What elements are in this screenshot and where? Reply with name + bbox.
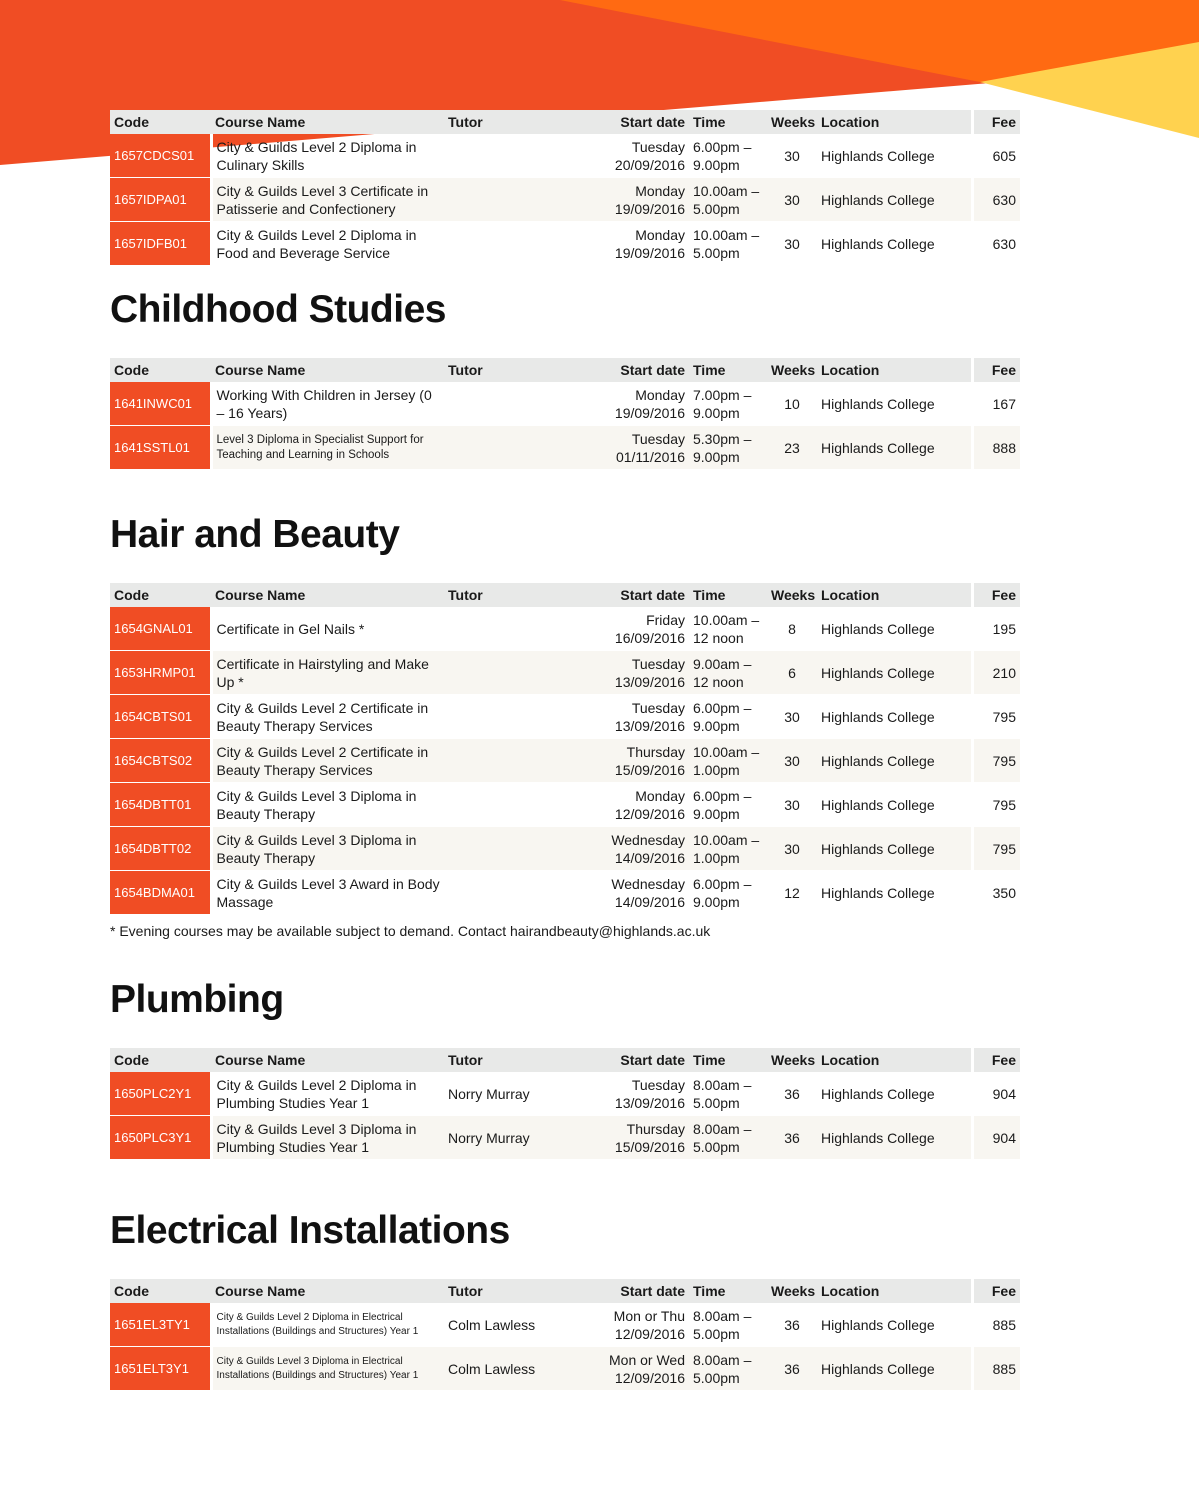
- course-code: 1654GNAL01: [110, 607, 211, 651]
- header-code: Code: [110, 1048, 211, 1072]
- start-date: 19/09/2016: [614, 200, 685, 217]
- course-code: 1641INWC01: [110, 382, 211, 426]
- start-date: 15/09/2016: [614, 1138, 685, 1155]
- time-end: 5.00pm: [693, 244, 740, 261]
- course-table: [110, 1048, 1020, 1160]
- course-code: 1654DBTT02: [110, 827, 211, 871]
- start-date-cell: [597, 739, 689, 783]
- section-electrical-installations: [110, 1208, 1020, 1391]
- course-fee: 630: [972, 178, 1020, 222]
- table-row: [110, 827, 1020, 871]
- table-header-row: [110, 1048, 1020, 1072]
- course-name: City & Guilds Level 2 Certificate in Beauty Therapy Services: [211, 695, 444, 739]
- header-code: Code: [110, 1279, 211, 1303]
- course-name: Certificate in Hairstyling and Make Up *: [211, 651, 444, 695]
- start-day: Tuesday: [631, 1076, 685, 1093]
- course-code: 1650PLC3Y1: [110, 1116, 211, 1160]
- section-title: Electrical Installations: [110, 1209, 510, 1252]
- start-day: Monday: [635, 787, 685, 804]
- start-date: 13/09/2016: [614, 673, 685, 690]
- course-fee: 795: [972, 827, 1020, 871]
- start-date: 12/09/2016: [614, 805, 685, 822]
- course-table: [110, 583, 1020, 915]
- time-cell: [689, 651, 767, 695]
- course-code: 1657IDFB01: [110, 222, 211, 266]
- course-name: Level 3 Diploma in Specialist Support for Teaching and Learning in Schools: [211, 426, 444, 470]
- course-weeks: 30: [767, 695, 817, 739]
- header-course-name: Course Name: [211, 1048, 444, 1072]
- table-row: [110, 739, 1020, 783]
- time-start: 8.00am –: [693, 1076, 752, 1093]
- time-end: 5.00pm: [693, 200, 740, 217]
- time-cell: [689, 134, 767, 178]
- course-code: 1657CDCS01: [110, 134, 211, 178]
- course-tutor: [444, 651, 597, 695]
- course-tutor: [444, 827, 597, 871]
- course-name: City & Guilds Level 2 Diploma in Electrical Installations (Buildings and Structures) Year 1: [211, 1303, 444, 1347]
- course-tutor: [444, 739, 597, 783]
- course-code: 1654CBTS01: [110, 695, 211, 739]
- start-date-cell: [597, 178, 689, 222]
- time-cell: [689, 178, 767, 222]
- table-row: [110, 871, 1020, 915]
- table-row: [110, 651, 1020, 695]
- start-date-cell: [597, 607, 689, 651]
- course-table: [110, 110, 1020, 266]
- course-location: Highlands College: [817, 607, 972, 651]
- start-day: Tuesday: [631, 699, 685, 716]
- course-name: City & Guilds Level 2 Diploma in Food and Beverage Service: [211, 222, 444, 266]
- start-date: 12/09/2016: [614, 1325, 685, 1342]
- start-date: 15/09/2016: [614, 761, 685, 778]
- header-start-date: Start date: [597, 358, 689, 382]
- course-fee: 795: [972, 739, 1020, 783]
- course-weeks: 36: [767, 1116, 817, 1160]
- course-name: City & Guilds Level 3 Certificate in Patisserie and Confectionery: [211, 178, 444, 222]
- course-location: Highlands College: [817, 426, 972, 470]
- table-row: [110, 1303, 1020, 1347]
- table-row: [110, 1347, 1020, 1391]
- course-location: Highlands College: [817, 871, 972, 915]
- header-start-date: Start date: [597, 1279, 689, 1303]
- course-name: City & Guilds Level 2 Diploma in Plumbing Studies Year 1: [211, 1072, 444, 1116]
- header-fee: Fee: [972, 583, 1020, 607]
- header-time: Time: [689, 1279, 767, 1303]
- course-location: Highlands College: [817, 222, 972, 266]
- start-date: 13/09/2016: [614, 717, 685, 734]
- course-location: Highlands College: [817, 695, 972, 739]
- course-name: City & Guilds Level 3 Diploma in Beauty Therapy: [211, 783, 444, 827]
- course-location: Highlands College: [817, 382, 972, 426]
- course-fee: 195: [972, 607, 1020, 651]
- time-end: 1.00pm: [693, 761, 740, 778]
- header-weeks: Weeks: [767, 1048, 817, 1072]
- start-date-cell: [597, 1347, 689, 1391]
- table-row: [110, 426, 1020, 470]
- start-date: 14/09/2016: [614, 849, 685, 866]
- header-fee: Fee: [972, 358, 1020, 382]
- time-end: 9.00pm: [693, 805, 740, 822]
- time-start: 5.30pm –: [693, 430, 752, 447]
- table-row: [110, 222, 1020, 266]
- header-tutor: Tutor: [444, 1048, 597, 1072]
- table-header-row: [110, 1279, 1020, 1303]
- course-location: Highlands College: [817, 178, 972, 222]
- time-end: 9.00pm: [693, 404, 740, 421]
- time-start: 6.00pm –: [693, 787, 752, 804]
- course-code: 1651EL3TY1: [110, 1303, 211, 1347]
- course-weeks: 30: [767, 134, 817, 178]
- start-day: Wednesday: [611, 875, 685, 892]
- start-day: Mon or Wed: [609, 1351, 685, 1368]
- header-course-name: Course Name: [211, 110, 444, 134]
- table-row: [110, 607, 1020, 651]
- course-tutor: [444, 134, 597, 178]
- time-cell: [689, 783, 767, 827]
- table-row: [110, 178, 1020, 222]
- start-day: Monday: [635, 226, 685, 243]
- course-name: City & Guilds Level 2 Diploma in Culinary Skills: [211, 134, 444, 178]
- start-day: Wednesday: [611, 831, 685, 848]
- section-hair-and-beauty: [110, 512, 1020, 939]
- course-fee: 350: [972, 871, 1020, 915]
- header-time: Time: [689, 110, 767, 134]
- course-tutor: [444, 607, 597, 651]
- course-location: Highlands College: [817, 1347, 972, 1391]
- course-fee: 167: [972, 382, 1020, 426]
- time-start: 7.00pm –: [693, 386, 752, 403]
- time-cell: [689, 382, 767, 426]
- start-day: Thursday: [626, 1120, 685, 1137]
- course-fee: 888: [972, 426, 1020, 470]
- course-code: 1651ELT3Y1: [110, 1347, 211, 1391]
- course-tutor: [444, 222, 597, 266]
- table-row: [110, 783, 1020, 827]
- table-header-row: [110, 110, 1020, 134]
- start-day: Mon or Thu: [613, 1307, 685, 1324]
- start-date-cell: [597, 222, 689, 266]
- header-course-name: Course Name: [211, 1279, 444, 1303]
- course-name: Certificate in Gel Nails *: [211, 607, 444, 651]
- header-location: Location: [817, 358, 972, 382]
- time-end: 9.00pm: [693, 156, 740, 173]
- course-weeks: 36: [767, 1347, 817, 1391]
- start-date-cell: [597, 382, 689, 426]
- start-date: 14/09/2016: [614, 893, 685, 910]
- course-fee: 210: [972, 651, 1020, 695]
- start-day: Friday: [646, 611, 685, 628]
- start-date: 19/09/2016: [614, 244, 685, 261]
- header-fee: Fee: [972, 1048, 1020, 1072]
- course-weeks: 8: [767, 607, 817, 651]
- course-name: Working With Children in Jersey (0 – 16 Years): [211, 382, 444, 426]
- course-tutor: Colm Lawless: [444, 1347, 597, 1391]
- start-date-cell: [597, 651, 689, 695]
- course-location: Highlands College: [817, 1303, 972, 1347]
- start-date: 20/09/2016: [614, 156, 685, 173]
- time-start: 10.00am –: [693, 226, 760, 243]
- start-day: Tuesday: [631, 138, 685, 155]
- header-location: Location: [817, 583, 972, 607]
- header-tutor: Tutor: [444, 583, 597, 607]
- time-end: 5.00pm: [693, 1094, 740, 1111]
- time-start: 10.00am –: [693, 831, 760, 848]
- course-code: 1653HRMP01: [110, 651, 211, 695]
- table-header-row: [110, 583, 1020, 607]
- course-tutor: Norry Murray: [444, 1072, 597, 1116]
- course-code: 1654DBTT01: [110, 783, 211, 827]
- course-fee: 795: [972, 695, 1020, 739]
- time-end: 9.00pm: [693, 448, 740, 465]
- course-code: 1654BDMA01: [110, 871, 211, 915]
- header-time: Time: [689, 358, 767, 382]
- time-start: 6.00pm –: [693, 875, 752, 892]
- time-start: 10.00am –: [693, 743, 760, 760]
- course-weeks: 36: [767, 1072, 817, 1116]
- start-date-cell: [597, 783, 689, 827]
- time-cell: [689, 695, 767, 739]
- header-tutor: Tutor: [444, 1279, 597, 1303]
- course-location: Highlands College: [817, 827, 972, 871]
- header-tutor: Tutor: [444, 358, 597, 382]
- start-day: Tuesday: [631, 655, 685, 672]
- start-day: Tuesday: [631, 430, 685, 447]
- time-start: 10.00am –: [693, 182, 760, 199]
- course-weeks: 30: [767, 827, 817, 871]
- section-title: Hair and Beauty: [110, 513, 400, 556]
- header-start-date: Start date: [597, 583, 689, 607]
- header-course-name: Course Name: [211, 583, 444, 607]
- start-date-cell: [597, 1072, 689, 1116]
- course-tutor: [444, 382, 597, 426]
- time-end: 9.00pm: [693, 893, 740, 910]
- time-cell: [689, 827, 767, 871]
- time-end: 5.00pm: [693, 1138, 740, 1155]
- header-location: Location: [817, 110, 972, 134]
- course-code: 1650PLC2Y1: [110, 1072, 211, 1116]
- course-table: [110, 1279, 1020, 1391]
- time-cell: [689, 426, 767, 470]
- time-end: 5.00pm: [693, 1325, 740, 1342]
- time-end: 12 noon: [693, 673, 744, 690]
- course-fee: 795: [972, 783, 1020, 827]
- time-cell: [689, 871, 767, 915]
- start-date-cell: [597, 695, 689, 739]
- start-date: 13/09/2016: [614, 1094, 685, 1111]
- section-plumbing: [110, 977, 1020, 1160]
- time-cell: [689, 1116, 767, 1160]
- course-fee: 904: [972, 1072, 1020, 1116]
- section-culinary: [110, 110, 1020, 266]
- start-date-cell: [597, 1116, 689, 1160]
- header-tutor: Tutor: [444, 110, 597, 134]
- section-title: Plumbing: [110, 978, 284, 1021]
- course-code: 1657IDPA01: [110, 178, 211, 222]
- course-location: Highlands College: [817, 739, 972, 783]
- course-fee: 904: [972, 1116, 1020, 1160]
- table-header-row: [110, 358, 1020, 382]
- demand-note: * Evening courses may be available subject to demand. Contact hairandbeauty@highlands.ac.uk: [110, 923, 711, 939]
- course-tutor: [444, 871, 597, 915]
- header-time: Time: [689, 583, 767, 607]
- start-date: 19/09/2016: [614, 404, 685, 421]
- course-weeks: 30: [767, 222, 817, 266]
- header-fee: Fee: [972, 110, 1020, 134]
- course-weeks: 30: [767, 783, 817, 827]
- start-day: Monday: [635, 182, 685, 199]
- course-location: Highlands College: [817, 783, 972, 827]
- header-weeks: Weeks: [767, 358, 817, 382]
- course-tutor: Norry Murray: [444, 1116, 597, 1160]
- start-date-cell: [597, 827, 689, 871]
- time-start: 6.00pm –: [693, 138, 752, 155]
- course-code: 1641SSTL01: [110, 426, 211, 470]
- time-end: 9.00pm: [693, 717, 740, 734]
- course-tutor: [444, 426, 597, 470]
- time-end: 1.00pm: [693, 849, 740, 866]
- course-name: City & Guilds Level 3 Diploma in Plumbing Studies Year 1: [211, 1116, 444, 1160]
- header-location: Location: [817, 1048, 972, 1072]
- course-location: Highlands College: [817, 1072, 972, 1116]
- header-code: Code: [110, 358, 211, 382]
- course-weeks: 36: [767, 1303, 817, 1347]
- course-name: City & Guilds Level 3 Award in Body Massage: [211, 871, 444, 915]
- course-weeks: 10: [767, 382, 817, 426]
- start-date-cell: [597, 1303, 689, 1347]
- start-date-cell: [597, 871, 689, 915]
- course-tutor: [444, 695, 597, 739]
- time-cell: [689, 222, 767, 266]
- time-end: 5.00pm: [693, 1369, 740, 1386]
- course-location: Highlands College: [817, 651, 972, 695]
- start-date: 12/09/2016: [614, 1369, 685, 1386]
- time-cell: [689, 1072, 767, 1116]
- header-weeks: Weeks: [767, 110, 817, 134]
- course-table: [110, 358, 1020, 470]
- course-fee: 605: [972, 134, 1020, 178]
- time-start: 9.00am –: [693, 655, 752, 672]
- table-row: [110, 382, 1020, 426]
- header-location: Location: [817, 1279, 972, 1303]
- table-row: [110, 134, 1020, 178]
- course-fee: 885: [972, 1303, 1020, 1347]
- course-weeks: 6: [767, 651, 817, 695]
- header-start-date: Start date: [597, 1048, 689, 1072]
- start-day: Monday: [635, 386, 685, 403]
- course-fee: 630: [972, 222, 1020, 266]
- time-start: 10.00am –: [693, 611, 760, 628]
- course-tutor: [444, 178, 597, 222]
- course-weeks: 30: [767, 178, 817, 222]
- header-weeks: Weeks: [767, 583, 817, 607]
- table-row: [110, 1116, 1020, 1160]
- course-name: City & Guilds Level 2 Certificate in Beauty Therapy Services: [211, 739, 444, 783]
- table-row: [110, 1072, 1020, 1116]
- time-start: 6.00pm –: [693, 699, 752, 716]
- header-weeks: Weeks: [767, 1279, 817, 1303]
- course-code: 1654CBTS02: [110, 739, 211, 783]
- course-tutor: Colm Lawless: [444, 1303, 597, 1347]
- time-cell: [689, 1347, 767, 1391]
- time-end: 12 noon: [693, 629, 744, 646]
- section-childhood-studies: [110, 287, 1020, 470]
- header-code: Code: [110, 583, 211, 607]
- start-date-cell: [597, 426, 689, 470]
- header-start-date: Start date: [597, 110, 689, 134]
- time-start: 8.00am –: [693, 1351, 752, 1368]
- start-date: 01/11/2016: [615, 448, 685, 465]
- course-weeks: 23: [767, 426, 817, 470]
- table-row: [110, 695, 1020, 739]
- course-name: City & Guilds Level 3 Diploma in Electrical Installations (Buildings and Structures) Year 1: [211, 1347, 444, 1391]
- time-cell: [689, 607, 767, 651]
- course-location: Highlands College: [817, 134, 972, 178]
- course-weeks: 12: [767, 871, 817, 915]
- section-title: Childhood Studies: [110, 288, 446, 331]
- header-code: Code: [110, 110, 211, 134]
- time-cell: [689, 739, 767, 783]
- course-location: Highlands College: [817, 1116, 972, 1160]
- course-weeks: 30: [767, 739, 817, 783]
- header-fee: Fee: [972, 1279, 1020, 1303]
- start-day: Thursday: [626, 743, 685, 760]
- time-start: 8.00am –: [693, 1307, 752, 1324]
- course-tutor: [444, 783, 597, 827]
- start-date: 16/09/2016: [614, 629, 685, 646]
- header-course-name: Course Name: [211, 358, 444, 382]
- course-name: City & Guilds Level 3 Diploma in Beauty Therapy: [211, 827, 444, 871]
- start-date-cell: [597, 134, 689, 178]
- time-start: 8.00am –: [693, 1120, 752, 1137]
- time-cell: [689, 1303, 767, 1347]
- header-time: Time: [689, 1048, 767, 1072]
- course-fee: 885: [972, 1347, 1020, 1391]
